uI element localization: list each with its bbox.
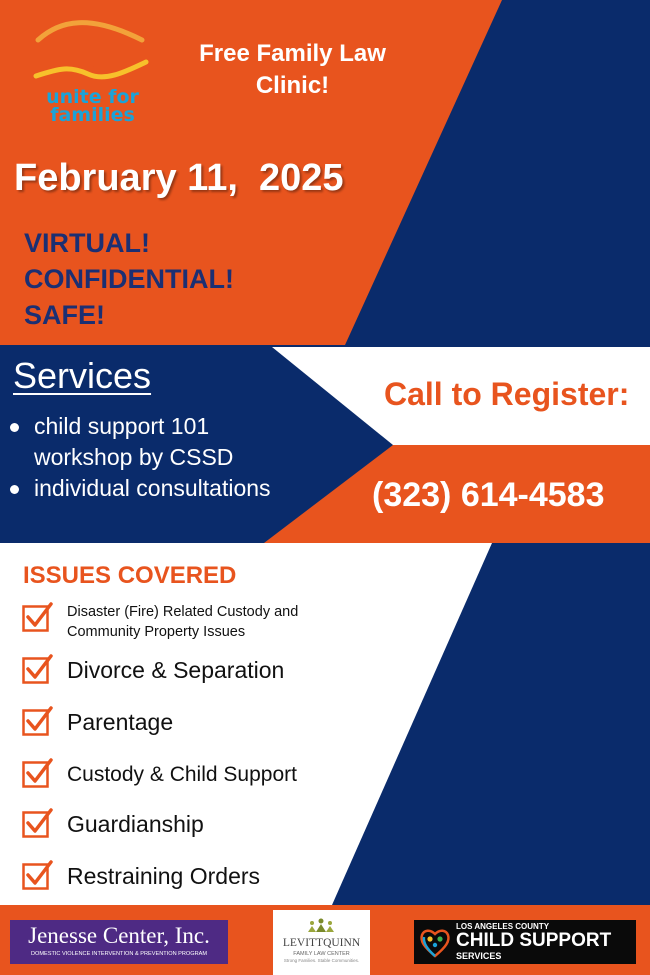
tagline-confidential: CONFIDENTIAL! <box>24 264 234 294</box>
logo-line-2: families <box>50 104 135 126</box>
service-item: individual consultations <box>8 473 328 504</box>
heart-family-icon <box>418 925 452 959</box>
issue-item <box>22 807 352 843</box>
issue-label: Restraining Orders <box>67 863 261 889</box>
issue-label: Custody & Child Support <box>67 763 297 786</box>
clinic-title <box>180 38 405 102</box>
issue-item <box>22 859 352 895</box>
logo-line-1: unite for <box>46 86 139 108</box>
issue-item <box>22 705 352 741</box>
child-support-services-label: SERVICES <box>456 951 502 961</box>
child-support-county: LOS ANGELES COUNTY <box>456 922 550 931</box>
issues-heading: ISSUES COVERED <box>23 562 237 589</box>
issue-label: Disaster (Fire) Related Custody and Community Property Issues <box>67 604 299 640</box>
service-item: child support 101 workshop by CSSD <box>8 411 284 473</box>
issue-label: Parentage <box>67 709 174 735</box>
services-heading: Services <box>13 355 152 396</box>
jenesse-center-subtitle: DOMESTIC VIOLENCE INTERVENTION & PREVENTION PROGRAM <box>30 951 208 957</box>
jenesse-center-logo <box>10 920 228 964</box>
child-support-title: CHILD SUPPORT <box>456 930 612 951</box>
call-to-register-label: Call to Register: <box>384 376 630 412</box>
child-support-services-logo <box>414 920 636 964</box>
clinic-title-line-1: Free Family Law <box>199 40 386 67</box>
issue-item <box>22 653 352 689</box>
checkbox-checked-icon <box>22 807 54 839</box>
register-phone-number[interactable]: (323) 614-4583 <box>372 476 605 514</box>
issue-label: Guardianship <box>67 811 204 837</box>
levittquinn-name: LEVITTQUINN <box>282 937 361 949</box>
levittquinn-logo <box>273 910 370 975</box>
services-list <box>8 411 328 504</box>
checkbox-checked-icon <box>22 705 54 737</box>
issue-label: Divorce & Separation <box>67 657 285 683</box>
checkbox-checked-icon <box>22 653 54 685</box>
people-icon <box>306 918 336 934</box>
hands-logo-icon <box>30 10 155 88</box>
issue-item <box>22 757 352 793</box>
checkbox-checked-icon <box>22 601 54 633</box>
levittquinn-tagline: Strong Families. Stable Communities. <box>283 958 360 963</box>
tagline-safe: SAFE! <box>24 300 105 330</box>
issue-item <box>22 602 352 642</box>
clinic-title-line-2: Clinic! <box>255 72 330 99</box>
tagline-virtual: VIRTUAL! <box>24 228 150 258</box>
tagline <box>24 225 234 333</box>
jenesse-center-name: Jenesse Center, Inc. <box>28 923 210 948</box>
checkbox-checked-icon <box>22 757 54 789</box>
event-date: February 11, 2025 <box>14 157 344 199</box>
checkbox-checked-icon <box>22 859 54 891</box>
unite-for-families-logo <box>30 10 155 130</box>
levittquinn-subtitle: FAMILY LAW CENTER <box>293 951 350 957</box>
